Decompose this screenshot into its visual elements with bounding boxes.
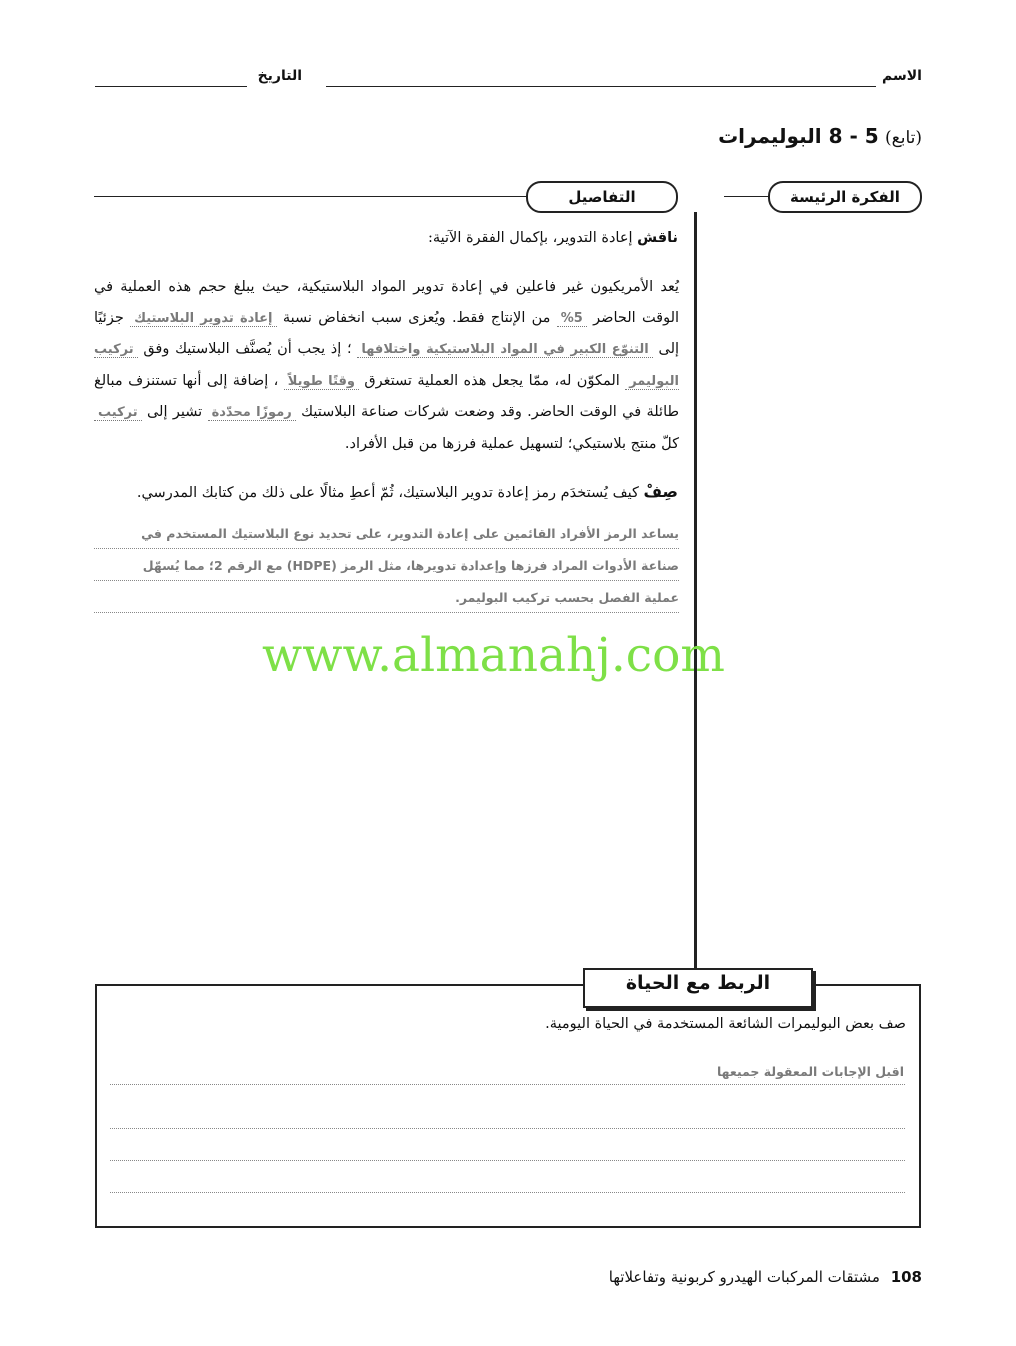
paragraph-text: ؛ إذ يجب أن يُصنَّف البلاستيك: [175, 341, 352, 357]
answer-line[interactable]: [110, 1192, 905, 1193]
paragraph-text: المكوّن له، ممّا يجعل هذه العملية تستغرق: [364, 372, 620, 389]
paragraph-text: في الوقت الحاضر: [94, 279, 680, 326]
paragraph-text: وفق: [143, 341, 170, 357]
answer-blank[interactable]: تركيب: [94, 405, 142, 421]
title-main: 5 - 8 البوليمرات: [718, 124, 879, 148]
page-title: [718, 124, 922, 148]
life-connection-answer[interactable]: اقبل الإجابات المعقولة جميعها: [716, 1064, 904, 1079]
name-line[interactable]: [326, 86, 876, 87]
discuss-instruction: [428, 230, 678, 246]
main-idea-header: الفكرة الرئيسة: [768, 181, 922, 213]
paragraph-text: يُعد الأمريكيون غير فاعلين في إعادة تدوير المواد البلاستيكية، حيث يبلغ حجم هذه العملية: [120, 279, 680, 295]
chapter-title: مشتقات المركبات الهيدرو كربونية وتفاعلاتها: [608, 1268, 880, 1286]
paragraph-text: جزئيًا إلى: [94, 309, 680, 357]
describe-lead: صِفْ: [643, 482, 678, 501]
paragraph-text: ، إضافة: [232, 372, 279, 389]
discuss-lead: ناقش: [637, 230, 678, 246]
header-rule-right: [724, 196, 770, 197]
discuss-paragraph: [94, 272, 679, 459]
answer-line[interactable]: [110, 1128, 905, 1129]
column-divider: [694, 212, 697, 984]
date-label: التاريخ: [257, 68, 302, 84]
date-line[interactable]: [95, 86, 247, 87]
paragraph-text: تشير إلى: [146, 404, 203, 420]
page-number: 108: [890, 1268, 922, 1286]
life-connection-prompt: صف بعض البوليمرات الشائعة المستخدمة في الحياة اليومية.: [545, 1016, 906, 1032]
answer-blank[interactable]: 5%: [557, 311, 587, 327]
discuss-prompt: إعادة التدوير، بإكمال الفقرة الآتية:: [427, 230, 633, 246]
paragraph-text: كلّ منتج بلاستيكي؛ لتسهيل عملية فرزها من قبل الأفراد.: [344, 435, 679, 452]
title-prefix: (تابع): [885, 128, 922, 148]
page-footer: [609, 1268, 922, 1286]
watermark: www.almanahj.com: [262, 628, 725, 683]
answer-blank[interactable]: تركيب البوليمر: [94, 342, 679, 389]
answer-blank[interactable]: التنوّع الكبير في المواد البلاستيكية واختلافها: [357, 342, 652, 358]
details-header: التفاصيل: [526, 181, 678, 213]
answer-blank[interactable]: وقتًا طويلاً: [284, 374, 359, 390]
describe-prompt: كيف يُستخدَم رمز إعادة تدوير البلاستيك، ثُمّ أعطِ مثالًا على ذلك من كتابك المدرسي.: [136, 485, 639, 501]
answer-blank[interactable]: إعادة تدوير البلاستيك: [130, 311, 276, 327]
header-rule-left: [94, 196, 526, 197]
answer-line[interactable]: [110, 1160, 905, 1161]
answer-line[interactable]: [110, 1084, 905, 1085]
life-connection-title: الربط مع الحياة: [625, 972, 771, 994]
describe-answer-line[interactable]: عملية الفصل بحسب تركيب البوليمر.: [94, 584, 679, 613]
describe-instruction: [137, 482, 678, 501]
answer-blank[interactable]: رموزًا محدّدة: [208, 405, 296, 421]
paragraph-text: من الإنتاج فقط. ويُعزى سبب انخفاض نسبة: [282, 309, 551, 326]
name-label: الاسم: [882, 68, 922, 84]
describe-answer-line[interactable]: صناعة الأدوات المراد فرزها وإعدادة تدويرها، مثل الرمز (HDPE) مع الرقم 2؛ مما يُسهّل: [94, 552, 679, 581]
describe-answer-line[interactable]: يساعد الرمز الأفراد القائمين على إعادة التدوير، على تحديد نوع البلاستيك المستخدم في: [94, 520, 679, 549]
paragraph-text: إلى أنها تستنزف مبالغ طائلة في الوقت الحاضر. وقد وضعت شركات صناعة البلاستيك: [94, 372, 680, 420]
